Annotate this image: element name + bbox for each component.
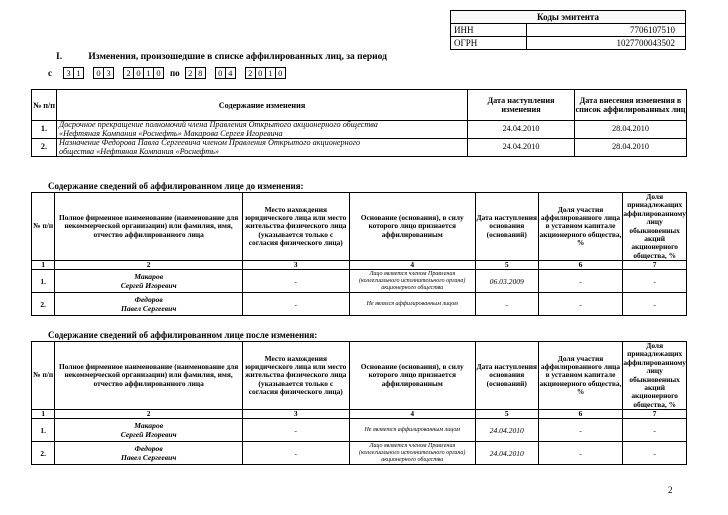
affiliate-name (55, 419, 243, 442)
affiliate-basis-date: - (475, 293, 538, 316)
changes-header-row (32, 90, 687, 121)
before-affiliate-row (32, 270, 687, 293)
period-from-day-digit: 1 (73, 67, 84, 79)
affiliate-place: - (242, 442, 349, 465)
change-num: 2. (32, 139, 57, 157)
affiliate-name (55, 442, 243, 465)
before-header-share: Доля участия аффилированного лица в уставном капитале акционерного общества, % (538, 193, 623, 261)
affiliate-basis-date: 24.04.2010 (475, 442, 538, 465)
before-header-row (32, 193, 687, 261)
before-header-num: № п/п (32, 193, 55, 261)
changes-header-content: Содержание изменения (57, 90, 468, 121)
period-from-month-digit: 3 (103, 67, 114, 79)
before-header-date: Дата наступления основания (оснований) (475, 193, 538, 261)
before-column-numbers-row (32, 261, 687, 270)
period-to-year-digit: 2 (245, 67, 256, 79)
after-header-share: Доля участия аффилированного лица в уставном капитале акционерного общества, % (538, 342, 623, 410)
affiliate-capital-share: - (538, 419, 623, 442)
affiliate-capital-share: - (538, 442, 623, 465)
change-text-line: «Нефтяная Компания «Роснефть» Макарова Сергея Игоревича (59, 128, 283, 138)
period-from-year-digit: 2 (123, 67, 134, 79)
section-heading-text: Изменения, произошедшие в списке аффилированных лиц, за период (88, 52, 387, 62)
after-header-basis: Основание (основания), в силу которого лицо признается аффилированным (349, 342, 475, 410)
affiliate-num: 2. (32, 442, 55, 465)
period-to-label: по (170, 68, 180, 78)
issuer-codes-table (450, 10, 686, 50)
change-entry-date: 28.04.2010 (575, 139, 687, 157)
affiliate-name (55, 270, 243, 293)
period-from-year-digit: 0 (133, 67, 144, 79)
change-text-line: Досрочное прекращение полномочий члена Правления Открытого акционерного общества (59, 120, 378, 129)
column-number: 6 (538, 410, 623, 419)
change-text-line: Назначение Федорова Павла Сергеевича членом Правления Открытого акционерного (59, 138, 361, 147)
column-number: 4 (349, 410, 475, 419)
section-number: I. (56, 52, 63, 62)
before-affiliate-table (31, 192, 687, 316)
affiliate-given-names: Павел Сергеевич (120, 453, 177, 463)
affiliate-ordinary-shares: - (623, 442, 687, 465)
changes-row (32, 121, 687, 139)
after-header-date: Дата наступления основания (оснований) (475, 342, 538, 410)
period-to-month-digit: 0 (215, 67, 226, 79)
after-header-row (32, 342, 687, 410)
ogrn-label: ОГРН (451, 37, 527, 50)
before-header-shares: Доля принадлежащих аффилированному лицу обыкновенных акций акционерного общества, % (623, 192, 687, 260)
period-to-year-digit: 1 (265, 67, 276, 79)
change-event-date: 24.04.2010 (468, 139, 575, 157)
after-section-title: Содержание сведений об аффилированном лице после изменения: (48, 330, 318, 340)
issuer-codes-title: Коды эмитента (451, 11, 686, 24)
after-header-shares: Доля принадлежащих аффилированному лицу обыкновенных акций акционерного общества, % (623, 341, 687, 409)
before-header-place: Место нахождения юридического лица или место жительства физического лица (указывается только с согласия физического лица) (242, 193, 349, 261)
period-to-year-digit: 0 (255, 67, 266, 79)
affiliate-surname: Федоров (134, 295, 163, 305)
affiliate-place: - (242, 419, 349, 442)
changes-row (32, 139, 687, 157)
after-affiliate-table (31, 341, 687, 465)
affiliate-given-names: Сергей Игоревич (120, 430, 177, 440)
column-number: 5 (475, 410, 538, 419)
changes-header-num: № п/п (32, 90, 57, 121)
column-number: 3 (242, 261, 349, 270)
after-header-place: Место нахождения юридического лица или место жительства физического лица (указывается только с согласия физического лица) (242, 342, 349, 410)
column-number: 2 (55, 261, 243, 270)
affiliate-basis-date: 06.03.2009 (475, 270, 538, 293)
affiliate-name (55, 293, 243, 316)
change-text-line: общества «Нефтяная Компания «Роснефть» (59, 146, 219, 156)
period-from-year-digit: 0 (153, 67, 164, 79)
affiliate-num: 1. (32, 270, 55, 293)
period-to-day-digit: 8 (195, 67, 206, 79)
affiliate-basis: Не являлся аффилированным лицом (349, 293, 475, 316)
affiliate-place: - (242, 293, 349, 316)
after-header-num: № п/п (32, 342, 55, 410)
after-affiliate-row (32, 442, 687, 465)
period-row (48, 67, 286, 79)
before-header-basis: Основание (основания), в силу которого лицо признается аффилированным (349, 193, 475, 261)
column-number: 1 (32, 410, 55, 419)
affiliate-surname: Макаров (134, 272, 164, 282)
affiliate-place: - (242, 270, 349, 293)
column-number: 7 (623, 410, 687, 419)
affiliate-capital-share: - (538, 270, 623, 293)
affiliate-ordinary-shares: - (623, 293, 687, 316)
column-number: 7 (623, 261, 687, 270)
affiliate-basis: Лицо является членом Правления (коллегиального исполнительного органа) акционерного общества (349, 270, 475, 293)
before-affiliate-row (32, 293, 687, 316)
change-entry-date: 28.04.2010 (575, 121, 687, 139)
period-to-year-digit: 0 (275, 67, 286, 79)
after-affiliate-row (32, 419, 687, 442)
inn-value: 7706107510 (527, 24, 686, 37)
period-from-label: с (48, 68, 52, 78)
column-number: 4 (349, 261, 475, 270)
period-from-month-digit: 0 (93, 67, 104, 79)
affiliate-ordinary-shares: - (623, 270, 687, 293)
column-number: 1 (32, 261, 55, 270)
before-header-name: Полное фирменное наименование (наименование для некоммерческой организации) или фамилия, имя, отчество аффилированного лица (55, 193, 243, 261)
affiliate-surname: Федоров (134, 444, 163, 454)
changes-header-event-date: Дата наступления изменения (468, 90, 575, 121)
affiliate-basis: Не является аффилированным лицом (349, 419, 475, 442)
column-number: 3 (242, 410, 349, 419)
change-num: 1. (32, 121, 57, 139)
change-text (57, 139, 468, 157)
affiliate-surname: Макаров (134, 421, 164, 431)
changes-header-entry-date: Дата внесения изменения в список аффилированных лиц (575, 90, 687, 121)
affiliate-capital-share: - (538, 293, 623, 316)
inn-label: ИНН (451, 24, 527, 37)
change-event-date: 24.04.2010 (468, 121, 575, 139)
affiliate-basis: Лицо является членом Правления (коллегиального исполнительного органа) акционерного общества (349, 442, 475, 465)
affiliate-num: 1. (32, 419, 55, 442)
affiliate-ordinary-shares: - (623, 419, 687, 442)
affiliate-given-names: Павел Сергеевич (120, 304, 177, 314)
ogrn-value: 1027700043502 (527, 37, 686, 50)
column-number: 2 (55, 410, 243, 419)
period-to-day-digit: 2 (185, 67, 196, 79)
affiliate-given-names: Сергей Игоревич (120, 281, 177, 291)
after-header-name: Полное фирменное наименование (наименование для некоммерческой организации) или фамилия, имя, отчество аффилированного лица (55, 342, 243, 410)
before-section-title: Содержание сведений об аффилированном лице до изменения: (48, 181, 304, 191)
changes-table (31, 89, 687, 157)
period-from-year-digit: 1 (143, 67, 154, 79)
column-number: 6 (538, 261, 623, 270)
section-heading (56, 52, 387, 62)
after-column-numbers-row (32, 410, 687, 419)
period-to-month-digit: 4 (225, 67, 236, 79)
affiliate-num: 2. (32, 293, 55, 316)
column-number: 5 (475, 261, 538, 270)
page-number: 2 (668, 485, 673, 495)
affiliate-basis-date: 24.04.2010 (475, 419, 538, 442)
change-text (57, 121, 468, 139)
period-from-day-digit: 3 (63, 67, 74, 79)
